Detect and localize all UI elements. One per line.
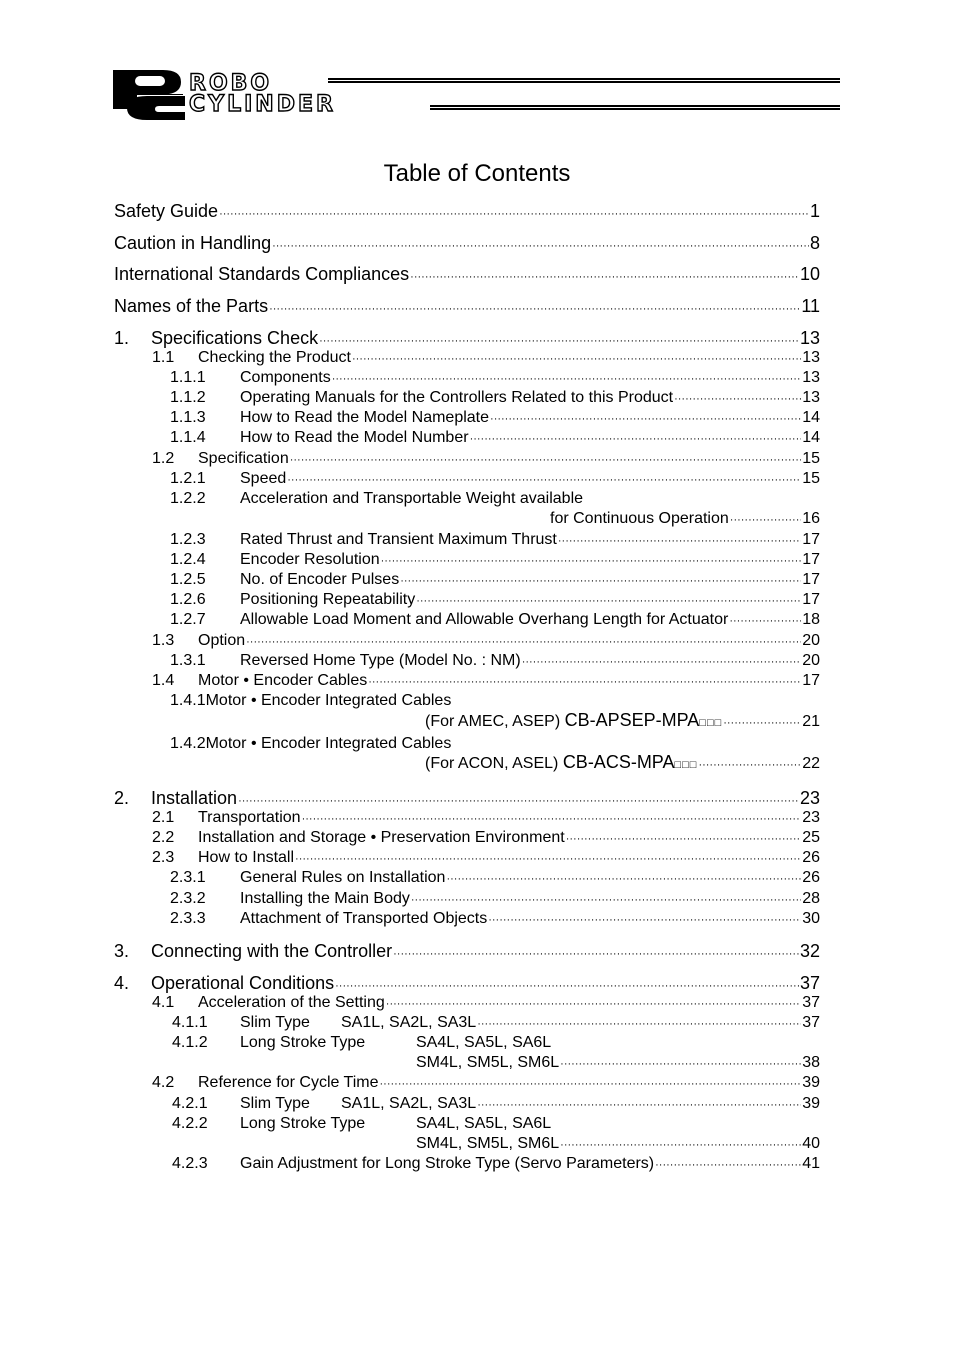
toc-entry-title: Specifications Check xyxy=(151,328,319,348)
dot-leader xyxy=(287,474,801,486)
header-rule-bottom xyxy=(430,105,840,110)
toc-entry[interactable] xyxy=(114,427,820,447)
toc-entry-number: 4.1.2 xyxy=(172,1034,208,1051)
rc-logo-mark-icon xyxy=(113,70,185,120)
toc-entry-number: 1.1.4 xyxy=(170,429,206,446)
toc-entry-title: Motor • Encoder Cables xyxy=(198,672,368,689)
dot-leader xyxy=(368,676,801,688)
toc-entry-title: Attachment of Transported Objects xyxy=(240,910,488,927)
toc-entry-page: 11 xyxy=(801,296,820,316)
logo-text-cylinder: CYLINDER xyxy=(189,92,336,117)
toc-entry-number: 1.4 xyxy=(152,672,175,689)
toc-entry-number: 3. xyxy=(114,941,130,961)
toc-entry[interactable] xyxy=(114,407,820,427)
dot-leader xyxy=(332,373,801,385)
toc-entry[interactable] xyxy=(114,733,820,753)
dot-leader xyxy=(558,535,801,547)
toc-entry-page: 8 xyxy=(809,233,820,253)
toc-entry[interactable] xyxy=(114,1153,820,1173)
toc-entry-title: Allowable Load Moment and Allowable Overhang Length for Actuator xyxy=(240,611,729,628)
toc-entry-page: 23 xyxy=(802,809,820,826)
dot-leader xyxy=(381,555,802,567)
toc-entry-number: 4.2 xyxy=(152,1074,175,1091)
toc-entry-models-cont: SM4L, SM5L, SM6L xyxy=(416,1135,560,1152)
toc-entry-number: 4.2.3 xyxy=(172,1155,208,1172)
toc-entry-title-cont: (For AMEC, ASEP) CB-APSEP-MPA□□□ xyxy=(425,710,723,730)
toc-entry-title: Slim Type xyxy=(240,1014,310,1031)
toc-entry-page: 20 xyxy=(802,652,820,669)
toc-entry-page: 39 xyxy=(802,1095,820,1112)
toc-entry[interactable] xyxy=(114,609,820,629)
dot-leader xyxy=(295,853,801,865)
toc-entry-page: 18 xyxy=(802,611,820,628)
toc-entry-number: 4.2.2 xyxy=(172,1115,208,1132)
toc-entry-page: 15 xyxy=(802,450,820,467)
toc-entry-title: How to Install xyxy=(198,849,295,866)
toc-entry-page: 1 xyxy=(809,201,820,221)
toc-entry-title: Operational Conditions xyxy=(151,973,335,993)
toc-entry-continuation[interactable] xyxy=(114,753,820,773)
page-title: Table of Contents xyxy=(383,160,571,187)
toc-entry[interactable] xyxy=(114,261,820,285)
toc-entry-title-cont: for Continuous Operation xyxy=(550,510,729,527)
dot-leader xyxy=(411,894,801,906)
toc-entry-number: 1.2.1 xyxy=(170,470,206,487)
toc-entry-page: 20 xyxy=(802,632,820,649)
toc-entry-number: 1.1.2 xyxy=(170,389,206,406)
toc-entry-page: 17 xyxy=(802,571,820,588)
toc-entry-page: 14 xyxy=(802,429,820,446)
toc-entry-continuation[interactable] xyxy=(114,508,820,528)
toc-entry-title: Motor • Encoder Integrated Cables xyxy=(205,692,452,709)
dot-leader xyxy=(729,615,801,627)
toc-entry[interactable] xyxy=(114,908,820,928)
toc-entry-title: How to Read the Model Nameplate xyxy=(240,409,490,426)
dot-leader xyxy=(470,433,802,445)
toc-entry-page: 17 xyxy=(802,551,820,568)
toc-entry-number: 1.2.2 xyxy=(170,490,206,507)
logo-text-robo: ROBO xyxy=(189,71,273,96)
toc-entry-title: Operating Manuals for the Controllers Related to this Product xyxy=(240,389,674,406)
toc-entry-number: 1.2.5 xyxy=(170,571,206,588)
dot-leader xyxy=(674,393,801,405)
toc-entry-page: 13 xyxy=(802,369,820,386)
dot-leader xyxy=(560,1058,801,1070)
robo-cylinder-logo xyxy=(113,70,840,120)
toc-entry-number: 2.3 xyxy=(152,849,175,866)
toc-entry-title: Reversed Home Type (Model No. : NM) xyxy=(240,652,521,669)
toc-entry-continuation[interactable] xyxy=(114,711,820,731)
toc-entry-title: Long Stroke Type xyxy=(240,1034,366,1051)
toc-entry[interactable] xyxy=(114,367,820,387)
toc-entry-number: 1.4.1 xyxy=(170,692,206,709)
toc-entry-number: 2.3.2 xyxy=(170,890,206,907)
toc-entry-page: 10 xyxy=(799,264,820,284)
toc-entry-page: 25 xyxy=(802,829,820,846)
dot-leader xyxy=(319,335,799,347)
dot-leader xyxy=(477,1099,801,1111)
toc-entry[interactable] xyxy=(114,529,820,549)
toc-entry-continuation[interactable] xyxy=(114,1052,820,1072)
toc-entry-number: 1.2.4 xyxy=(170,551,206,568)
toc-entry-number: 1.1 xyxy=(152,349,175,366)
dot-leader xyxy=(380,1078,802,1090)
dot-leader xyxy=(290,454,801,466)
dot-leader xyxy=(386,998,801,1010)
dot-leader xyxy=(477,1018,801,1030)
toc-entry-title: Rated Thrust and Transient Maximum Thrust xyxy=(240,531,557,548)
toc-entry-page: 17 xyxy=(802,672,820,689)
toc-entry[interactable] xyxy=(114,827,820,847)
toc-entry-number: 1.3.1 xyxy=(170,652,206,669)
toc-entry-page: 39 xyxy=(802,1074,820,1091)
toc-entry-title: Connecting with the Controller xyxy=(151,941,393,961)
toc-entry-title: Positioning Repeatability xyxy=(240,591,416,608)
dot-leader xyxy=(335,980,799,992)
toc-entry-number: 2.3.3 xyxy=(170,910,206,927)
dot-leader xyxy=(446,873,801,885)
toc-entry[interactable] xyxy=(114,230,820,254)
dot-leader xyxy=(393,948,799,960)
toc-entry-number: 4.1.1 xyxy=(172,1014,208,1031)
dot-leader xyxy=(400,575,801,587)
toc-entry-title: Acceleration and Transportable Weight available xyxy=(240,490,584,507)
toc-entry-page: 14 xyxy=(802,409,820,426)
toc-entry-number: 1.2 xyxy=(152,450,175,467)
dot-leader xyxy=(655,1159,801,1171)
toc-entry-page: 32 xyxy=(799,941,820,961)
toc-entry[interactable] xyxy=(114,1032,820,1052)
toc-entry[interactable] xyxy=(114,807,820,827)
toc-entry-title: Transportation xyxy=(198,809,301,826)
toc-entry[interactable] xyxy=(114,549,820,569)
toc-entry-page: 37 xyxy=(802,994,820,1011)
toc-entry-title: International Standards Compliances xyxy=(114,264,410,284)
toc-entry[interactable] xyxy=(114,589,820,609)
toc-entry-page: 26 xyxy=(802,869,820,886)
dot-leader xyxy=(238,795,799,807)
header-rule-top xyxy=(328,78,840,83)
dot-leader xyxy=(416,595,801,607)
toc-entry-page: 15 xyxy=(802,470,820,487)
toc-entry-title: Components xyxy=(240,369,331,386)
toc-entry-title: Installing the Main Body xyxy=(240,890,410,907)
toc-entry[interactable] xyxy=(114,670,820,690)
toc-entry[interactable] xyxy=(114,1093,820,1113)
toc-entry[interactable] xyxy=(114,650,820,670)
toc-entry-number: 1. xyxy=(114,328,130,348)
toc-entry[interactable] xyxy=(114,888,820,908)
toc-entry[interactable] xyxy=(114,387,820,407)
dot-leader xyxy=(698,759,801,771)
toc-entry-page: 37 xyxy=(802,1014,820,1031)
toc-entry-number: 1.3 xyxy=(152,632,175,649)
toc-entry-number: 4.1 xyxy=(152,994,175,1011)
toc-entry-number: 2.3.1 xyxy=(170,869,206,886)
toc-entry-page: 21 xyxy=(802,713,820,730)
dot-leader xyxy=(560,1139,801,1151)
toc-entry-page: 22 xyxy=(802,755,820,772)
toc-entry-title: Speed xyxy=(240,470,287,487)
dot-leader xyxy=(723,717,801,729)
toc-entry-models-cont: SM4L, SM5L, SM6L xyxy=(416,1054,560,1071)
toc-entry-title: General Rules on Installation xyxy=(240,869,446,886)
toc-entry[interactable] xyxy=(114,847,820,867)
toc-entry[interactable] xyxy=(114,867,820,887)
toc-entry[interactable] xyxy=(114,293,820,317)
toc-entry-page: 23 xyxy=(799,788,820,808)
toc-entry-page: 17 xyxy=(802,531,820,548)
toc-entry-number: 1.1.3 xyxy=(170,409,206,426)
toc-entry[interactable] xyxy=(114,448,820,468)
toc-entry[interactable] xyxy=(114,690,820,710)
toc-entry[interactable] xyxy=(114,347,820,367)
toc-entry[interactable] xyxy=(114,488,820,508)
toc-entry-title: How to Read the Model Number xyxy=(240,429,469,446)
toc-entry-number: 1.2.6 xyxy=(170,591,206,608)
dot-leader xyxy=(219,208,809,220)
toc-entry-page: 13 xyxy=(802,389,820,406)
toc-entry-models: SA4L, SA5L, SA6L xyxy=(416,1034,552,1051)
toc-entry-number: 4.2.1 xyxy=(172,1095,208,1112)
toc-entry-page: 28 xyxy=(802,890,820,907)
toc-entry-models: SA4L, SA5L, SA6L xyxy=(416,1115,552,1132)
toc-entry-number: 2. xyxy=(114,788,130,808)
toc-entry-page: 13 xyxy=(799,328,820,348)
toc-entry-models: SA1L, SA2L, SA3L xyxy=(341,1014,477,1031)
toc-entry-page: 37 xyxy=(799,973,820,993)
toc-entry-title-cont: (For ACON, ASEL) CB-ACS-MPA□□□ xyxy=(425,752,698,772)
toc-entry-models: SA1L, SA2L, SA3L xyxy=(341,1095,477,1112)
toc-entry[interactable] xyxy=(114,325,820,349)
toc-entry-title: Gain Adjustment for Long Stroke Type (Servo Parameters) xyxy=(240,1155,655,1172)
dot-leader xyxy=(246,636,801,648)
toc-entry-title: Motor • Encoder Integrated Cables xyxy=(205,735,452,752)
toc-entry[interactable] xyxy=(114,630,820,650)
dot-leader xyxy=(730,514,801,526)
toc-entry-title: Caution in Handling xyxy=(114,233,272,253)
dot-leader xyxy=(302,813,802,825)
toc-entry-title: Acceleration of the Setting xyxy=(198,994,385,1011)
toc-entry-continuation[interactable] xyxy=(114,1133,820,1153)
toc-entry-page: 40 xyxy=(802,1135,820,1152)
toc-entry-number: 1.4.2 xyxy=(170,735,206,752)
toc-entry-title: Slim Type xyxy=(240,1095,310,1112)
toc-entry[interactable] xyxy=(114,785,820,809)
toc-entry-title: Checking the Product xyxy=(198,349,351,366)
toc-entry-title: Names of the Parts xyxy=(114,296,269,316)
toc-entry-page: 13 xyxy=(802,349,820,366)
toc-entry-page: 26 xyxy=(802,849,820,866)
toc-entry-title: Reference for Cycle Time xyxy=(198,1074,379,1091)
toc-entry-title: Long Stroke Type xyxy=(240,1115,366,1132)
dot-leader xyxy=(522,656,802,668)
toc-entry-number: 1.1.1 xyxy=(170,369,206,386)
toc-entry-number: 1.2.3 xyxy=(170,531,206,548)
toc-entry[interactable] xyxy=(114,1072,820,1092)
toc-entry[interactable] xyxy=(114,970,820,994)
dot-leader xyxy=(566,833,802,845)
dot-leader xyxy=(269,303,800,315)
toc-entry-page: 17 xyxy=(802,591,820,608)
toc-entry-page: 16 xyxy=(802,510,820,527)
dot-leader xyxy=(410,271,799,283)
toc-entry[interactable] xyxy=(114,938,820,962)
toc-entry-title: Installation and Storage • Preservation Environment xyxy=(198,829,565,846)
toc-entry[interactable] xyxy=(114,569,820,589)
toc-entry-page: 30 xyxy=(802,910,820,927)
toc-entry-title: Encoder Resolution xyxy=(240,551,380,568)
dot-leader xyxy=(272,240,809,252)
dot-leader xyxy=(490,413,801,425)
dot-leader xyxy=(352,353,801,365)
toc-entry-title: Safety Guide xyxy=(114,201,219,221)
toc-entry-number: 1.2.7 xyxy=(170,611,206,628)
dot-leader xyxy=(488,914,801,926)
toc-entry-title: Installation xyxy=(151,788,238,808)
toc-entry-number: 4. xyxy=(114,973,130,993)
toc-entry[interactable] xyxy=(114,198,820,222)
toc-entry-title: No. of Encoder Pulses xyxy=(240,571,400,588)
toc-entry-title: Option xyxy=(198,632,246,649)
toc-entry-title: Specification xyxy=(198,450,289,467)
toc-entry-number: 2.1 xyxy=(152,809,175,826)
toc-entry[interactable] xyxy=(114,992,820,1012)
toc-entry-number: 2.2 xyxy=(152,829,175,846)
toc-entry[interactable] xyxy=(114,1113,820,1133)
toc-entry[interactable] xyxy=(114,1012,820,1032)
toc-entry-page: 41 xyxy=(802,1155,820,1172)
toc-entry[interactable] xyxy=(114,468,820,488)
toc-entry-page: 38 xyxy=(802,1054,820,1071)
